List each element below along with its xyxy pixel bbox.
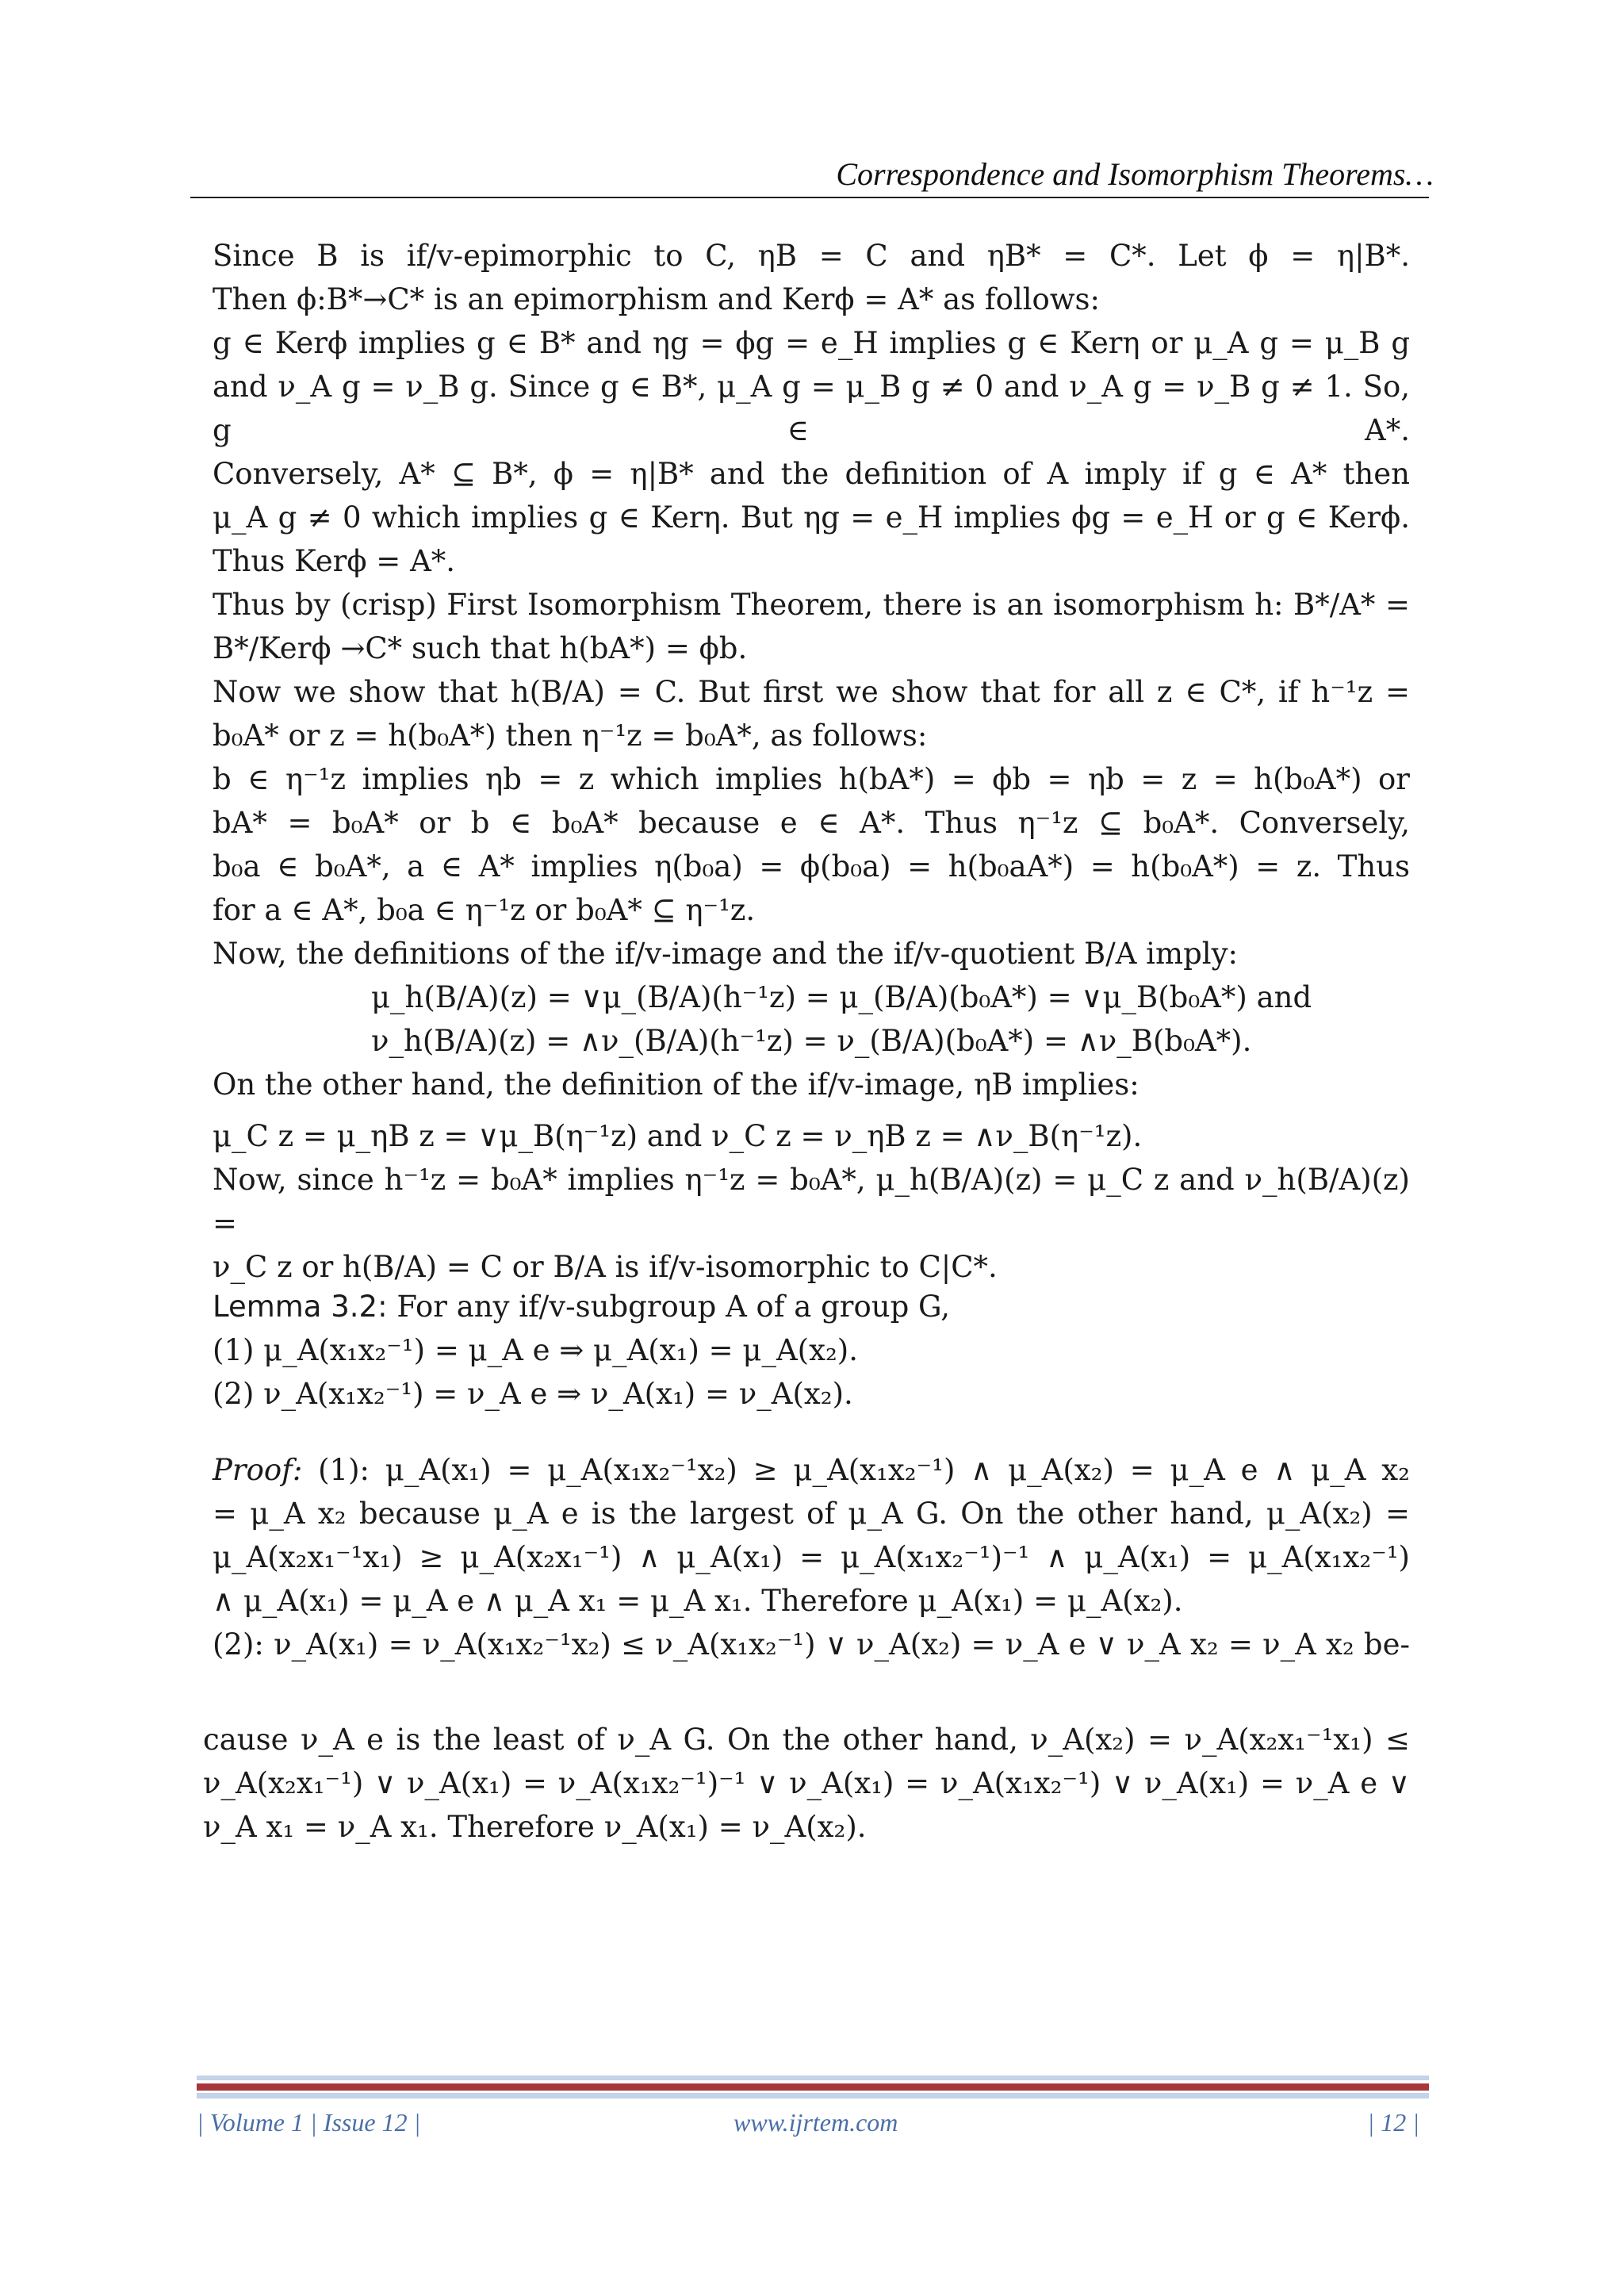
text-line: b₀A* or z = h(b₀A*) then η⁻¹z = b₀A*, as follows: bbox=[213, 719, 928, 753]
proof-line: = μ_A x₂ because μ_A e is the largest of μ_A G. On the other hand, μ_A(x₂) = bbox=[213, 1497, 1410, 1531]
footer-rule-top bbox=[197, 2076, 1429, 2080]
text-line: Now we show that h(B/A) = C. But first we show that for all z ∈ C*, if h⁻¹z = bbox=[213, 675, 1410, 709]
footer-rule-red bbox=[197, 2083, 1429, 2091]
text-line: for a ∈ A*, b₀a ∈ η⁻¹z or b₀A* ⊆ η⁻¹z. bbox=[213, 893, 756, 927]
proof-continuation-block bbox=[203, 1718, 1410, 1849]
text-line: b₀a ∈ b₀A*, a ∈ A* implies η(b₀a) = ϕ(b₀a) = h(b₀aA*) = h(b₀A*) = z. Thus bbox=[213, 849, 1410, 884]
text-line: μ_A g ≠ 0 which implies g ∈ Kerη. But ηg = e_H implies ϕg = e_H or g ∈ Kerϕ. bbox=[213, 500, 1410, 535]
footer-page-number: | 12 | bbox=[1367, 2108, 1419, 2137]
footer-website-link[interactable]: www.ijrtem.com bbox=[733, 2108, 898, 2137]
proof-label: Proof: bbox=[213, 1453, 303, 1487]
lemma-item: (2) ν_A(x₁x₂⁻¹) = ν_A e ⇒ ν_A(x₁) = ν_A(x₂). bbox=[213, 1377, 853, 1411]
text-line: Now, since h⁻¹z = b₀A* implies η⁻¹z = b₀A*, μ_h(B/A)(z) = μ_C z and ν_h(B/A)(z) = bbox=[213, 1163, 1410, 1240]
running-header: Correspondence and Isomorphism Theorems… bbox=[836, 156, 1434, 192]
lemma-statement: For any if/v-subgroup A of a group G, bbox=[387, 1290, 951, 1324]
proof-line: ∧ μ_A(x₁) = μ_A e ∧ μ_A x₁ = μ_A x₁. Therefore μ_A(x₁) = μ_A(x₂). bbox=[213, 1584, 1183, 1618]
lemma-item: (1) μ_A(x₁x₂⁻¹) = μ_A e ⇒ μ_A(x₁) = μ_A(x₂). bbox=[213, 1333, 858, 1367]
text-line: Conversely, A* ⊆ B*, ϕ = η|B* and the definition of A imply if g ∈ A* then bbox=[213, 457, 1410, 491]
text-line: B*/Kerϕ →C* such that h(bA*) = ϕb. bbox=[213, 631, 748, 665]
footer-rule-blue bbox=[197, 2093, 1429, 2099]
text-line: On the other hand, the definition of the if/v-image, ηB implies: bbox=[213, 1068, 1139, 1102]
equation-line: μ_C z = μ_ηB z = ∨μ_B(η⁻¹z) and ν_C z = ν_ηB z = ∧ν_B(η⁻¹z). bbox=[213, 1119, 1143, 1153]
text-line: Now, the definitions of the if/v-image and the if/v-quotient B/A imply: bbox=[213, 937, 1238, 971]
lemma-block bbox=[213, 1285, 1410, 1416]
equation-line: ν_h(B/A)(z) = ∧ν_(B/A)(h⁻¹z) = ν_(B/A)(b₀A*) = ∧ν_B(b₀A*). bbox=[371, 1024, 1252, 1058]
text-line: Thus Kerϕ = A*. bbox=[213, 544, 456, 578]
proof-line: (2): ν_A(x₁) = ν_A(x₁x₂⁻¹x₂) ≤ ν_A(x₁x₂⁻¹) ∨ ν_A(x₂) = ν_A e ∨ ν_A x₂ = ν_A x₂ be- bbox=[213, 1627, 1410, 1662]
text-line: ν_C z or h(B/A) = C or B/A is if/v-isomorphic to C|C*. bbox=[213, 1250, 998, 1284]
header-rule bbox=[190, 197, 1429, 198]
lemma-heading bbox=[213, 1285, 1410, 1328]
footer-volume-issue: | Volume 1 | Issue 12 | bbox=[197, 2108, 421, 2137]
proof-line: μ_A(x₂x₁⁻¹x₁) ≥ μ_A(x₂x₁⁻¹) ∧ μ_A(x₁) = μ_A(x₁x₂⁻¹)⁻¹ ∧ μ_A(x₁) = μ_A(x₁x₂⁻¹) bbox=[213, 1540, 1410, 1574]
proof-first-line bbox=[213, 1448, 1410, 1492]
text-line: Thus by (crisp) First Isomorphism Theorem, there is an isomorphism h: B*/A* = bbox=[213, 588, 1410, 622]
text-line: g ∈ Kerϕ implies g ∈ B* and ηg = ϕg = e_H implies g ∈ Kerη or μ_A g = μ_B g bbox=[213, 326, 1410, 360]
text-line: bA* = b₀A* or b ∈ b₀A* because e ∈ A*. Thus η⁻¹z ⊆ b₀A*. Conversely, bbox=[213, 806, 1410, 840]
text-line: and ν_A g = ν_B g. Since g ∈ B*, μ_A g = μ_B g ≠ 0 and ν_A g = ν_B g ≠ 1. So, g ∈ A*. bbox=[213, 370, 1410, 447]
equation-line: μ_h(B/A)(z) = ∨μ_(B/A)(h⁻¹z) = μ_(B/A)(b₀A*) = ∨μ_B(b₀A*) and bbox=[371, 980, 1312, 1014]
proof-line: cause ν_A e is the least of ν_A G. On the other hand, ν_A(x₂) = ν_A(x₂x₁⁻¹x₁) ≤ bbox=[203, 1723, 1410, 1757]
proof-line: (1): μ_A(x₁) = μ_A(x₁x₂⁻¹x₂) ≥ μ_A(x₁x₂⁻¹) ∧ μ_A(x₂) = μ_A e ∧ μ_A x₂ bbox=[302, 1453, 1410, 1487]
text-line: Then ϕ:B*→C* is an epimorphism and Kerϕ = A* as follows: bbox=[213, 282, 1100, 316]
text-line: Since B is if/v-epimorphic to C, ηB = C and ηB* = C*. Let ϕ = η|B*. bbox=[213, 239, 1410, 273]
image-equations-block bbox=[213, 1114, 1410, 1289]
lemma-label: Lemma 3.2: bbox=[213, 1290, 388, 1324]
text-line: b ∈ η⁻¹z implies ηb = z which implies h(bA*) = ϕb = ηb = z = h(b₀A*) or bbox=[213, 762, 1410, 796]
theorem-proof-block-1 bbox=[213, 234, 1410, 1106]
proof-line: ν_A(x₂x₁⁻¹) ∨ ν_A(x₁) = ν_A(x₁x₂⁻¹)⁻¹ ∨ ν_A(x₁) = ν_A(x₁x₂⁻¹) ∨ ν_A(x₁) = ν_A e ∨ bbox=[203, 1766, 1410, 1800]
proof-block bbox=[213, 1448, 1410, 1666]
proof-line: ν_A x₁ = ν_A x₁. Therefore ν_A(x₁) = ν_A(x₂). bbox=[203, 1810, 867, 1844]
